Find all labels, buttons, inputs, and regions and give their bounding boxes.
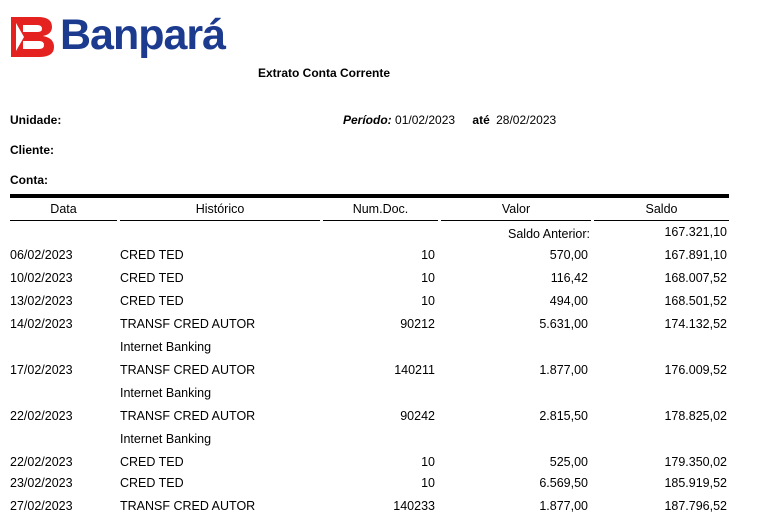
cell-num-doc: 90212	[400, 317, 435, 331]
cell-saldo: 167.891,10	[664, 248, 727, 262]
cell-saldo: 187.796,52	[664, 499, 727, 513]
cell-num-doc: 140233	[393, 499, 435, 513]
cell-historico-sub: Internet Banking	[120, 386, 212, 400]
cell-data: 13/02/2023	[10, 294, 73, 308]
cell-data: 10/02/2023	[10, 271, 73, 285]
header-historico: Histórico	[195, 202, 245, 216]
unidade-label: Unidade:	[10, 113, 62, 127]
cell-num-doc: 10	[421, 271, 435, 285]
saldo-anterior-label: Saldo Anterior:	[508, 227, 590, 241]
cell-historico-sub: Internet Banking	[120, 432, 212, 446]
cell-valor: 5.631,00	[539, 317, 588, 331]
periodo-block	[343, 113, 556, 127]
cliente-label: Cliente:	[10, 143, 55, 157]
cell-saldo: 178.825,02	[664, 409, 727, 423]
cell-historico-sub: Internet Banking	[120, 340, 212, 354]
cell-valor: 1.877,00	[539, 363, 588, 377]
header-valor: Valor	[501, 202, 531, 216]
cell-valor: 494,00	[549, 294, 588, 308]
cell-historico: TRANSF CRED AUTOR	[120, 409, 256, 423]
table-top-rule	[10, 194, 729, 198]
cell-saldo: 179.350,02	[664, 455, 727, 469]
header-underline	[441, 220, 591, 221]
cell-num-doc: 10	[421, 294, 435, 308]
cell-data: 14/02/2023	[10, 317, 73, 331]
brand-logo-text: Banpará	[60, 11, 226, 59]
periodo-label: Período:	[343, 113, 392, 127]
header-num-doc: Num.Doc.	[352, 202, 409, 216]
saldo-anterior-value: 167.321,10	[664, 225, 727, 239]
cell-historico: CRED TED	[120, 271, 184, 285]
ate-label: até	[472, 113, 490, 127]
cell-data: 22/02/2023	[10, 409, 73, 423]
banpara-logo-icon	[10, 15, 56, 59]
cell-num-doc: 10	[421, 248, 435, 262]
conta-label: Conta:	[10, 173, 48, 187]
cell-valor: 116,42	[550, 271, 588, 285]
header-underline	[120, 220, 320, 221]
header-underline	[10, 220, 117, 221]
cell-saldo: 176.009,52	[664, 363, 727, 377]
cell-data: 06/02/2023	[10, 248, 73, 262]
header-underline	[594, 220, 729, 221]
cell-valor: 2.815,50	[539, 409, 588, 423]
cell-historico: CRED TED	[120, 294, 184, 308]
cell-saldo: 185.919,52	[664, 476, 727, 490]
document-title: Extrato Conta Corrente	[258, 66, 391, 80]
cell-valor: 570,00	[549, 248, 588, 262]
header-saldo: Saldo	[645, 202, 678, 216]
periodo-start: 01/02/2023	[395, 113, 456, 127]
cell-saldo: 168.007,52	[664, 271, 727, 285]
cell-data: 17/02/2023	[10, 363, 73, 377]
periodo-end: 28/02/2023	[496, 113, 557, 127]
header-underline	[323, 220, 438, 221]
cell-num-doc: 10	[421, 476, 435, 490]
cell-historico: CRED TED	[120, 455, 184, 469]
cell-historico: TRANSF CRED AUTOR	[120, 499, 256, 513]
cell-historico: CRED TED	[120, 476, 184, 490]
cell-data: 22/02/2023	[10, 455, 73, 469]
cell-valor: 1.877,00	[539, 499, 588, 513]
header-data: Data	[50, 202, 77, 216]
cell-historico: CRED TED	[120, 248, 184, 262]
cell-data: 23/02/2023	[10, 476, 73, 490]
cell-num-doc: 10	[421, 455, 435, 469]
cell-num-doc: 90242	[400, 409, 435, 423]
cell-historico: TRANSF CRED AUTOR	[120, 317, 256, 331]
cell-historico: TRANSF CRED AUTOR	[120, 363, 256, 377]
cell-saldo: 174.132,52	[664, 317, 727, 331]
cell-valor: 6.569,50	[539, 476, 588, 490]
cell-valor: 525,00	[549, 455, 588, 469]
cell-data: 27/02/2023	[10, 499, 73, 513]
cell-saldo: 168.501,52	[664, 294, 727, 308]
cell-num-doc: 140211	[394, 363, 435, 377]
